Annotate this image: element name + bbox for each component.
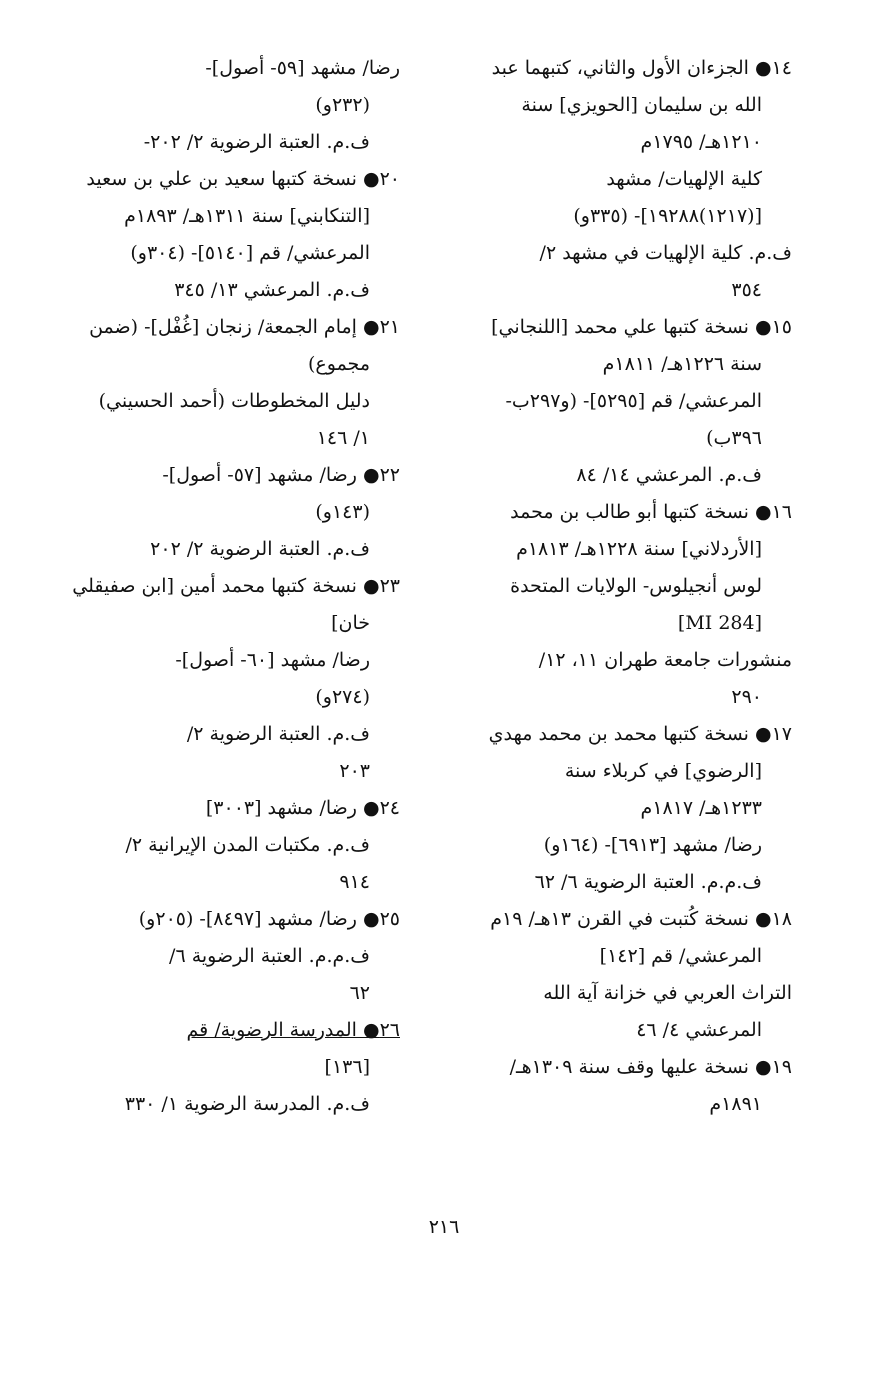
text-line-content: المرعشي/ قم [٥٢٩٥]- (و٢٩٧ب- bbox=[505, 390, 762, 412]
text-line bbox=[440, 716, 792, 753]
text-line-content: رضا/ مشهد [٥٩- أصول]- bbox=[205, 57, 400, 79]
text-line-content: ٢٦● المدرسة الرضوية/ قم bbox=[186, 1019, 400, 1041]
text-line-content: سنة ١٢٢٦هـ/ ١٨١١م bbox=[602, 353, 762, 375]
text-line-content: (٢٣٢و) bbox=[315, 94, 370, 116]
text-line bbox=[68, 309, 400, 346]
text-line-content: ف.م. المدرسة الرضوية ١/ ٣٣٠ bbox=[124, 1093, 370, 1115]
text-line bbox=[440, 1049, 792, 1086]
text-line bbox=[440, 50, 792, 87]
text-line-content: ٢٢● رضا/ مشهد [٥٧- أصول]- bbox=[162, 464, 400, 486]
text-line bbox=[68, 679, 400, 716]
text-line-content: ف.م. العتبة الرضوية ٢/ ٢٠٢- bbox=[143, 131, 370, 153]
text-line-content: ١٤● الجزءان الأول والثاني، كتبهما عبد bbox=[491, 57, 792, 79]
text-line-content: ف.م. المرعشي ١٣/ ٣٤٥ bbox=[174, 279, 370, 301]
text-line-content: ٩١٤ bbox=[339, 871, 370, 893]
text-line bbox=[68, 161, 400, 198]
text-line bbox=[68, 790, 400, 827]
text-line bbox=[68, 1049, 400, 1086]
text-line-content: ١٥● نسخة كتبها علي محمد [اللنجاني] bbox=[491, 316, 792, 338]
text-line bbox=[440, 938, 792, 975]
text-line bbox=[440, 827, 792, 864]
text-line bbox=[440, 605, 792, 642]
text-line bbox=[440, 1086, 792, 1123]
text-line-content: [١٣٦] bbox=[324, 1056, 370, 1078]
text-line-content: ٢٥● رضا/ مشهد [٨٤٩٧]- (٢٠٥و) bbox=[138, 908, 400, 930]
text-line-content: ٦٢ bbox=[349, 982, 370, 1004]
text-line bbox=[440, 309, 792, 346]
text-line-content: ٢١● إمام الجمعة/ زنجان [غُفْل]- (ضمن bbox=[89, 316, 400, 338]
text-line bbox=[68, 864, 400, 901]
text-line bbox=[68, 568, 400, 605]
text-line bbox=[440, 568, 792, 605]
text-line-content: المرعشي/ قم [٥١٤٠]- (٣٠٤و) bbox=[130, 242, 370, 264]
text-line bbox=[68, 198, 400, 235]
text-line bbox=[440, 494, 792, 531]
text-line-content: رضا/ مشهد [٦٠- أصول]- bbox=[175, 649, 370, 671]
text-line bbox=[440, 901, 792, 938]
text-line-content: ٣٥٤ bbox=[731, 279, 762, 301]
text-line bbox=[440, 642, 792, 679]
text-line-content: [MI 284] bbox=[677, 612, 762, 634]
text-line bbox=[440, 87, 792, 124]
text-line-content: ف.م.م. العتبة الرضوية ٦/ ٦٢ bbox=[534, 871, 762, 893]
text-line bbox=[68, 975, 400, 1012]
text-line bbox=[440, 346, 792, 383]
text-line bbox=[440, 198, 792, 235]
text-line bbox=[68, 457, 400, 494]
text-line bbox=[68, 494, 400, 531]
page-number: ٢١٦ bbox=[428, 1216, 460, 1238]
text-line bbox=[68, 87, 400, 124]
left-column bbox=[68, 50, 400, 1123]
text-line bbox=[440, 753, 792, 790]
text-line bbox=[68, 1012, 400, 1049]
text-line bbox=[68, 420, 400, 457]
text-line-content: ف.م. العتبة الرضوية ٢/ bbox=[186, 723, 370, 745]
text-line-content: ٢٣● نسخة كتبها محمد أمين [ابن صفيقلي bbox=[72, 575, 400, 597]
text-line-content: ٢٠● نسخة كتبها سعيد بن علي بن سعيد bbox=[86, 168, 400, 190]
text-line bbox=[68, 716, 400, 753]
text-line-content: ف.م. المرعشي ١٤/ ٨٤ bbox=[576, 464, 762, 486]
text-line bbox=[68, 346, 400, 383]
text-line-content: ف.م. العتبة الرضوية ٢/ ٢٠٢ bbox=[150, 538, 370, 560]
text-line bbox=[68, 531, 400, 568]
text-line bbox=[68, 753, 400, 790]
text-line-content: ٢٠٣ bbox=[339, 760, 370, 782]
text-line-content: الله بن سليمان [الحويزي] سنة bbox=[521, 94, 762, 116]
text-line bbox=[440, 457, 792, 494]
text-line bbox=[68, 938, 400, 975]
text-line bbox=[440, 124, 792, 161]
right-column bbox=[440, 50, 792, 1123]
text-line bbox=[440, 272, 792, 309]
text-line bbox=[68, 827, 400, 864]
text-line-content: ١٢١٠هـ/ ١٧٩٥م bbox=[640, 131, 762, 153]
text-line-content: (١٤٣و) bbox=[315, 501, 370, 523]
text-line-content: ١٩● نسخة عليها وقف سنة ١٣٠٩هـ/ bbox=[509, 1056, 792, 1078]
text-line bbox=[68, 50, 400, 87]
text-line-content: منشورات جامعة طهران ١١، ١٢/ bbox=[538, 649, 792, 671]
text-line bbox=[68, 272, 400, 309]
text-line-content: ف.م. كلية الإلهيات في مشهد ٢/ bbox=[539, 242, 792, 264]
text-line bbox=[440, 420, 792, 457]
text-line bbox=[440, 235, 792, 272]
text-line-content: المرعشي ٤/ ٤٦ bbox=[636, 1019, 762, 1041]
text-line-content: رضا/ مشهد [٦٩١٣]- (١٦٤و) bbox=[543, 834, 762, 856]
text-line bbox=[68, 124, 400, 161]
text-line-content: ١٦● نسخة كتبها أبو طالب بن محمد bbox=[510, 501, 792, 523]
text-line-content: ١٢٣٣هـ/ ١٨١٧م bbox=[640, 797, 762, 819]
text-line-content: [الرضوي] في كربلاء سنة bbox=[564, 760, 762, 782]
text-line-content: (٢٧٤و) bbox=[315, 686, 370, 708]
text-line bbox=[68, 642, 400, 679]
text-line bbox=[68, 901, 400, 938]
text-line-content: [التنكابني] سنة ١٣١١هـ/ ١٨٩٣م bbox=[124, 205, 370, 227]
text-line-content: المرعشي/ قم [١٤٢] bbox=[599, 945, 762, 967]
text-line-content: ف.م. مكتبات المدن الإيرانية ٢/ bbox=[125, 834, 370, 856]
text-line bbox=[440, 679, 792, 716]
text-line bbox=[68, 235, 400, 272]
text-line-content: ٢٤● رضا/ مشهد [٣٠٠٣] bbox=[205, 797, 400, 819]
text-line bbox=[440, 1012, 792, 1049]
text-line bbox=[440, 383, 792, 420]
text-line-content: ١/ ١٤٦ bbox=[316, 427, 370, 449]
text-line-content: التراث العربي في خزانة آية الله bbox=[543, 982, 792, 1004]
text-line-content: ١٨٩١م bbox=[709, 1093, 762, 1115]
text-line bbox=[440, 790, 792, 827]
text-line-content: [(١٢١٧)١٩٢٨٨]- (٣٣٥و) bbox=[573, 205, 762, 227]
text-line bbox=[440, 975, 792, 1012]
text-line-content: ١٨● نسخة كُتبت في القرن ١٣هـ/ ١٩م bbox=[490, 908, 792, 930]
text-line bbox=[440, 864, 792, 901]
text-line-content: ف.م.م. العتبة الرضوية ٦/ bbox=[169, 945, 370, 967]
text-line-content: ٣٩٦ب) bbox=[706, 427, 762, 449]
text-line-content: ٢٩٠ bbox=[731, 686, 762, 708]
text-line-content: دليل المخطوطات (أحمد الحسيني) bbox=[98, 390, 370, 412]
text-line bbox=[68, 1086, 400, 1123]
text-line-content: ١٧● نسخة كتبها محمد بن محمد مهدي bbox=[488, 723, 792, 745]
text-line-content: لوس أنجيلوس- الولايات المتحدة bbox=[510, 575, 762, 597]
text-line bbox=[68, 383, 400, 420]
text-line-content: مجموع) bbox=[308, 353, 370, 375]
text-line-content: [الأردلاني] سنة ١٢٢٨هـ/ ١٨١٣م bbox=[516, 538, 762, 560]
text-line bbox=[68, 605, 400, 642]
text-line-content: خان] bbox=[331, 612, 370, 634]
text-line bbox=[440, 531, 792, 568]
text-line bbox=[440, 161, 792, 198]
text-line-content: كلية الإلهيات/ مشهد bbox=[606, 168, 762, 190]
